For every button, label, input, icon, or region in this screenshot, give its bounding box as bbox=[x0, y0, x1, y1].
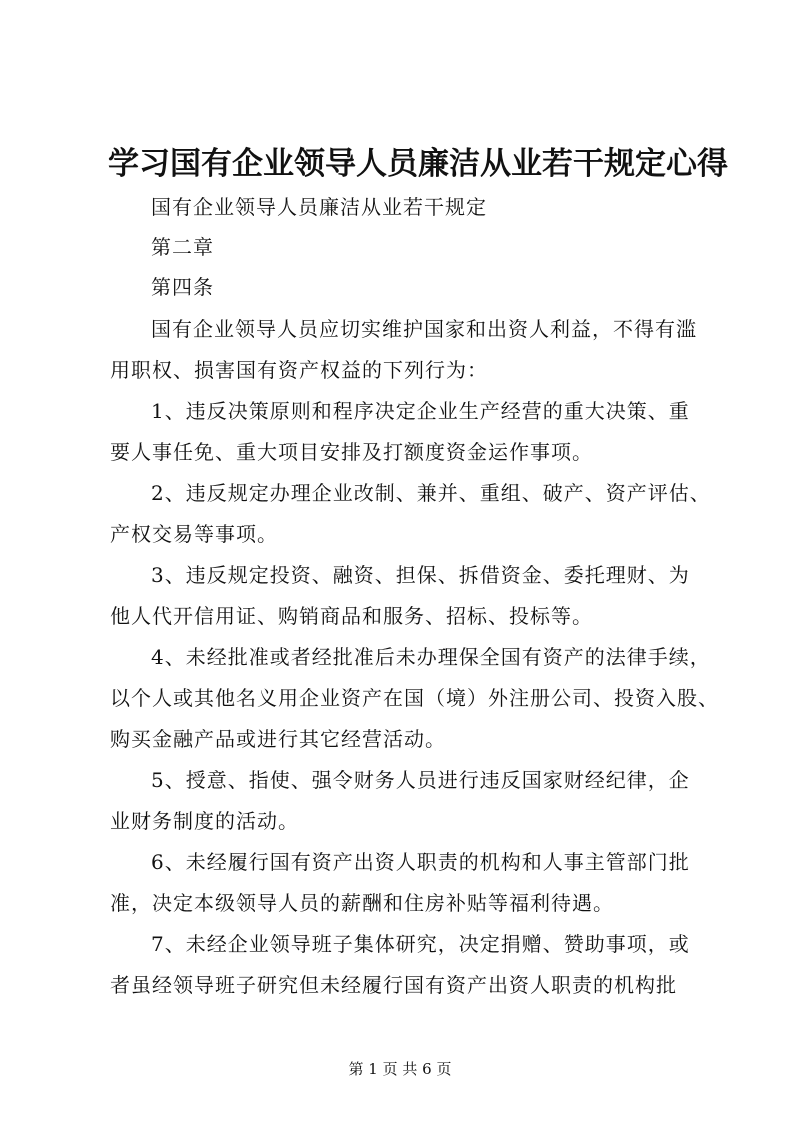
paragraph-line: 7、未经企业领导班子集体研究，决定捐赠、赞助事项，或 bbox=[151, 932, 690, 956]
page-number-footer: 第 1 页 共 6 页 bbox=[348, 1060, 452, 1078]
paragraph-line: 要人事任免、重大项目安排及打额度资金运作事项。 bbox=[110, 440, 593, 464]
paragraph-line: 4、未经批准或者经批准后未办理保全国有资产的法律手续， bbox=[151, 645, 711, 669]
paragraph-line: 5、授意、指使、强令财务人员进行违反国家财经纪律，企 bbox=[151, 768, 690, 792]
paragraph-line: 者虽经领导班子研究但未经履行国有资产出资人职责的机构批 bbox=[110, 973, 677, 997]
paragraph-line: 国有企业领导人员应切实维护国家和出资人利益，不得有滥 bbox=[151, 317, 697, 341]
paragraph-line: 3、违反规定投资、融资、担保、拆借资金、委托理财、为 bbox=[151, 563, 690, 587]
article-line: 第四条 bbox=[151, 275, 214, 299]
document-title: 学习国有企业领导人员廉洁从业若干规定心得 bbox=[108, 146, 728, 182]
chapter-line: 第二章 bbox=[151, 235, 214, 259]
paragraph-line: 用职权、损害国有资产权益的下列行为： bbox=[110, 358, 488, 382]
paragraph-line: 购买金融产品或进行其它经营活动。 bbox=[110, 727, 446, 751]
paragraph-line: 以个人或其他名义用企业资产在国（境）外注册公司、投资入股、 bbox=[110, 686, 719, 710]
paragraph-line: 准，决定本级领导人员的薪酬和住房补贴等福利待遇。 bbox=[110, 891, 614, 915]
paragraph-line: 他人代开信用证、购销商品和服务、招标、投标等。 bbox=[110, 604, 593, 628]
paragraph-line: 2、违反规定办理企业改制、兼并、重组、破产、资产评估、 bbox=[151, 481, 711, 505]
paragraph-line: 业财务制度的活动。 bbox=[110, 809, 299, 833]
paragraph-line: 产权交易等事项。 bbox=[110, 522, 278, 546]
paragraph-line: 6、未经履行国有资产出资人职责的机构和人事主管部门批 bbox=[151, 850, 690, 874]
subtitle-line: 国有企业领导人员廉洁从业若干规定 bbox=[151, 195, 487, 219]
paragraph-line: 1、违反决策原则和程序决定企业生产经营的重大决策、重 bbox=[151, 399, 690, 423]
